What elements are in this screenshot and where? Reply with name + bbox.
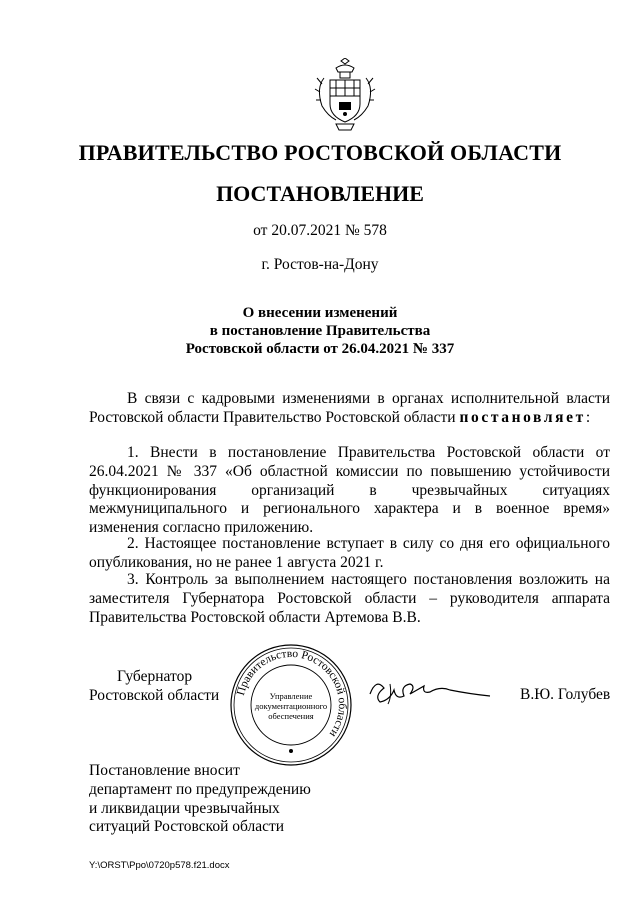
official-stamp	[229, 643, 353, 767]
subject-line: Ростовской области от 26.04.2021 № 337	[185, 341, 455, 357]
issuer-line: и ликвидации чрезвычайных	[89, 799, 280, 817]
issuer-block	[89, 762, 311, 837]
signatory-position-line: Ростовской области	[89, 687, 220, 704]
document-subject	[0, 304, 640, 358]
intro-text: В связи с кадровыми изменениями в органах исполнительной власти Ростовской области Правительство Ростовской области	[89, 390, 610, 426]
stamp-inner-line: Управление	[269, 691, 313, 701]
issuer-line: ситуаций Ростовской области	[89, 818, 285, 836]
handwritten-signature	[366, 672, 506, 712]
issuer-line: департамент по предупреждению	[89, 780, 311, 798]
intro-paragraph	[89, 390, 610, 428]
item-3: 3. Контроль за выполнением настоящего постановления возложить на заместителя Губернатора Ростовской области – руководителя аппарата Правительства Ростовской области Артемова В.В.	[89, 571, 610, 626]
signatory-position-line: Губернатор	[117, 668, 193, 685]
file-path-footer: Y:\ORST\Ppo\0720p578.f21.docx	[89, 860, 230, 871]
city: г. Ростов-на-Дону	[261, 256, 379, 273]
subject-line: в постановление Правительства	[209, 323, 431, 339]
item-2: 2. Настоящее постановление вступает в силу со дня его официального опубликования, но не ранее 1 августа 2021 г.	[89, 535, 610, 571]
date-number: от 20.07.2021 № 578	[253, 222, 387, 239]
intro-end: :	[585, 408, 591, 426]
item-1: 1. Внести в постановление Правительства Ростовской области от 26.04.2021 № 337 «Об областной комиссии по повышению устойчивости функционирования организаций в чрезвычайных ситуациях межмуниципального и регионального характера и в военное время» изменения согласно приложению.	[89, 444, 610, 537]
signatory-position	[89, 667, 219, 705]
issuer-line: Постановление вносит	[89, 762, 240, 779]
decree-keyword: постановляет	[459, 408, 586, 426]
stamp-inner-line: документационного	[254, 701, 328, 711]
stamp-outer-text: Правительство Ростовской области	[235, 647, 349, 740]
government-title: ПРАВИТЕЛЬСТВО РОСТОВСКОЙ ОБЛАСТИ	[78, 140, 562, 165]
coat-of-arms-emblem	[314, 58, 376, 132]
document-type-title: ПОСТАНОВЛЕНИЕ	[216, 181, 424, 206]
signatory-name: В.Ю. Голубев	[520, 686, 611, 703]
stamp-inner-line: обеспечения	[268, 711, 314, 721]
subject-line: О внесении изменений	[242, 305, 398, 321]
